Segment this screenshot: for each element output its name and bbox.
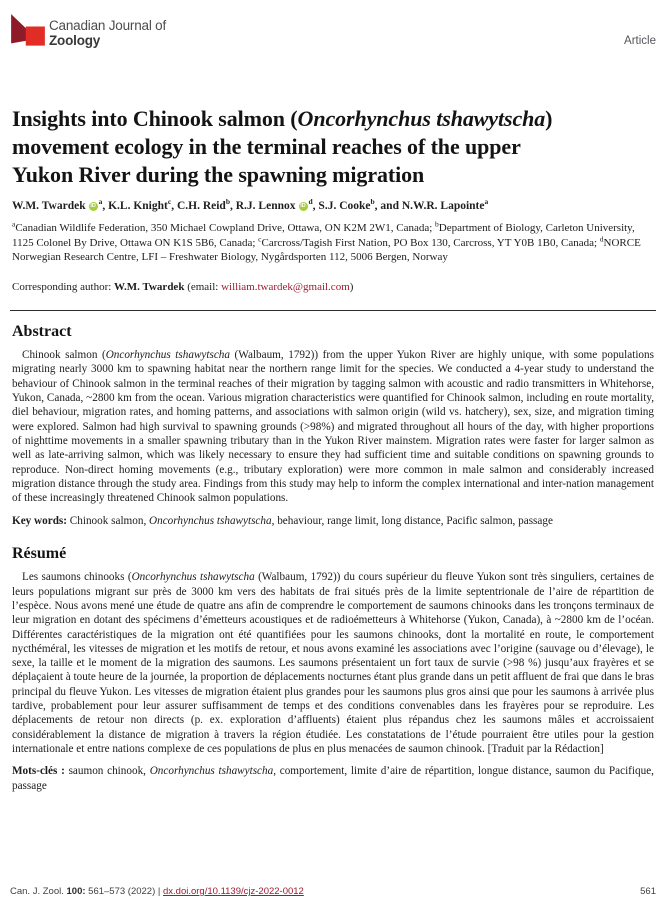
abstract-text-pre: Chinook salmon (: [22, 349, 106, 362]
keywords-line: [12, 514, 654, 529]
corresponding-email-pre: (email:: [184, 281, 222, 294]
author-separator: ,: [312, 199, 319, 212]
author-affil-sup: a: [484, 196, 489, 206]
resume-text-post: (Walbaum, 1792)) du cours supérieur du fleuve Yukon sont très singuliers, certaines de leurs populations migrant sur près de 3000 km vers des habitats de frai situés près de la limite septentrionale de l’aire de répartition de l’espèce. Nous avons mené une étude de quatre ans afin de comprendre le comportement de saumons chinooks dans les tronçons terminaux de leur migration en dotant des spécimens d’émetteurs acoustiques et de radioémetteurs à Whitehorse (Yukon, Canada), à ~2800 km de l’océan. Différentes caractéristiques de la migration ont été quantifiées pour les saumons chinooks, dont la mortalité en route, le comportement nycthéméral, les vitesses de migration et les motifs de retour, et nous avons examiné les associations avec l’origine (sauvage ou d’élevage), le sexe, la taille et le moment de la migration des saumons. Les saumons présentaient un fort taux de survie (>98 %) jusqu’aux frayères et se déplaçaient à toute heure de la journée, la proportion de déplacements nocturnes étant plus grande dans un petit affluent de frai que dans le bras principal du fleuve Yukon. Les vitesses de migration étaient plus grandes pour les saumons plus gros ainsi que pour les saumons à arrivée plus tardive, probablement pour leur assurer suffisamment de temps et des conditions convenables dans les frayères pour se reproduire. Les déplacements de retour non directs (p. ex. exploration d’affluents) étaient plus répandus chez les saumons mâles et accroissaient considérablement la distance de migration à travers la région étudiée. Les constatations de l’étude pourraient être utiles pour la gestion internationale et entre nations complexe de ces populations de plus en plus menacées de saumon chinook. [Traduit par la Rédaction]: [12, 571, 654, 756]
page-footer: [10, 886, 656, 897]
corresponding-email-post: ): [349, 281, 354, 294]
author-separator: ,: [171, 199, 177, 212]
resume-text-pre: Les saumons chinooks (: [22, 571, 132, 584]
affiliation-sup: a: [12, 219, 16, 229]
corresponding-prefix: Corresponding author:: [12, 281, 115, 294]
publisher-logo-icon: [10, 13, 46, 49]
article-title: [12, 105, 654, 189]
affiliation-text: Department of Biology, Carleton University, 1125 Colonel By Drive, Ottawa ON K1S 5B6, Canada;: [12, 221, 635, 249]
resume-heading: Résumé: [12, 545, 67, 563]
affiliation-sup: c: [258, 233, 262, 243]
corresponding-author: [12, 281, 654, 293]
mots-cles-line: [12, 764, 654, 793]
author-name: K.L. Knight: [108, 199, 168, 212]
title-species-italic: Oncorhynchus tshawytscha: [297, 106, 546, 131]
orcid-icon[interactable]: iD: [90, 202, 96, 209]
author: [12, 196, 109, 212]
mots-cles-label: Mots-clés :: [12, 765, 65, 778]
page-number: 561: [640, 886, 656, 897]
author-name: C.H. Reid: [176, 199, 226, 212]
author-affil-sup: d: [308, 196, 313, 206]
corresponding-name: W.M. Twardek: [114, 281, 185, 294]
species-name-italic: Oncorhynchus tshawytscha: [149, 765, 274, 778]
journal-name-line2: Zoology: [49, 32, 101, 48]
author-name: W.M. Twardek: [12, 199, 86, 212]
citation-post: 561–573 (2022) |: [85, 886, 163, 897]
journal-brand: [10, 13, 166, 49]
affiliation-item: [12, 219, 436, 234]
species-name-italic: Oncorhynchus tshawytscha: [149, 514, 272, 527]
article-type-label: Article: [624, 35, 656, 47]
author-name: S.J. Cooke: [318, 199, 371, 212]
citation: [10, 886, 304, 897]
email-link[interactable]: william.twardek@gmail.com: [221, 281, 350, 294]
keywords-pre: Chinook salmon,: [67, 514, 150, 527]
author: [108, 196, 177, 212]
affiliation-sup: b: [435, 219, 439, 229]
author: [401, 196, 489, 212]
journal-name-line1: Canadian Journal of: [49, 18, 167, 33]
author-separator: , and: [374, 199, 402, 212]
author: [235, 196, 319, 212]
resume-paragraph: [12, 570, 654, 756]
species-name-italic: Oncorhynchus tshawytscha: [131, 571, 255, 584]
orcid-icon[interactable]: iD: [300, 202, 306, 209]
title-line2: movement ecology in the terminal reaches of the upper: [12, 133, 521, 159]
mots-cles-pre: saumon chinook,: [64, 765, 150, 778]
author: [318, 196, 402, 212]
affiliation-sup: d: [599, 233, 604, 243]
title-line1-pre: Insights into Chinook salmon (: [12, 106, 298, 131]
title-line3: Yukon River during the spawning migration: [12, 161, 425, 187]
author-list: [12, 196, 654, 212]
author-affil-sup: c: [167, 196, 172, 206]
citation-pre: Can. J. Zool.: [10, 886, 67, 897]
author-separator: ,: [230, 199, 236, 212]
abstract-paragraph: [12, 348, 654, 506]
keywords-post: , behaviour, range limit, long distance, Pacific salmon, passage: [271, 514, 553, 527]
author: [176, 196, 236, 212]
abstract-heading: Abstract: [12, 323, 72, 341]
author-affil-sup: b: [225, 196, 230, 206]
author-name: N.W.R. Lapointe: [401, 199, 485, 212]
affiliation-item: [258, 233, 600, 249]
author-affil-sup: a: [98, 196, 103, 206]
author-separator: ,: [102, 199, 109, 212]
keywords-label: Key words:: [12, 514, 67, 527]
author-affil-sup: b: [370, 196, 375, 206]
journal-name: [49, 13, 166, 48]
title-line1-post: ): [545, 106, 553, 131]
species-name-italic: Oncorhynchus tshawytscha: [105, 349, 230, 362]
mots-cles-post: , comportement, limite d’aire de répartition, longue distance, saumon du Pacifique, passage: [12, 765, 654, 793]
page-header: [10, 0, 656, 49]
abstract-text-post: (Walbaum, 1792)) from the upper Yukon River are highly unique, with some populations migrating nearly 3000 km to spawning habitat near the northern range limit for the species. We conducted a 4-year study to understand the behaviour of Chinook salmon in the terminal reaches of their migration by tagging salmon with acoustic and radio transmitters in Whitehorse, Yukon, Canada, ~2800 km from the ocean. Various migration characteristics were quantified for Chinook salmon, including en route mortality, diel behaviour, migration rates, and homing patterns, and associations with salmon origin (wild vs. hatchery), sex, size, and migration timing were explored. Salmon had high survival to spawning grounds (>98%) and migrated throughout all hours of the day, with higher proportions of nighttime movements in a smaller spawning tributary than in the Yukon River mainstem. Migration rates were faster for larger salmon as well as late-arriving salmon, which was likely necessary to ensure they had sufficient time and suitable conditions on spawning grounds to reproduce. Non-direct homing movements (e.g., tributary exploration) were more common in male salmon and considerably increased migration distance through the study area. Findings from this study may help to inform the complex international and inter-nation management of these increasingly threatened Chinook salmon populations.: [12, 349, 654, 505]
affiliation-text: Carcross/Tagish First Nation, PO Box 130, Carcross, YT Y0B 1B0, Canada;: [261, 236, 600, 249]
section-divider: [10, 310, 656, 311]
doi-link[interactable]: dx.doi.org/10.1139/cjz-2022-0012: [163, 886, 304, 897]
affiliation-text: NORCE Norwegian Research Centre, LFI – Freshwater Biology, Nygårdsporten 112, 5006 Bergen, Norway: [12, 236, 641, 264]
affiliations: [12, 221, 654, 265]
citation-volume: 100:: [66, 886, 86, 897]
author-name: R.J. Lennox: [235, 199, 296, 212]
affiliation-text: Canadian Wildlife Federation, 350 Michael Cowpland Drive, Ottawa, ON K2M 2W1, Canada;: [15, 221, 436, 234]
